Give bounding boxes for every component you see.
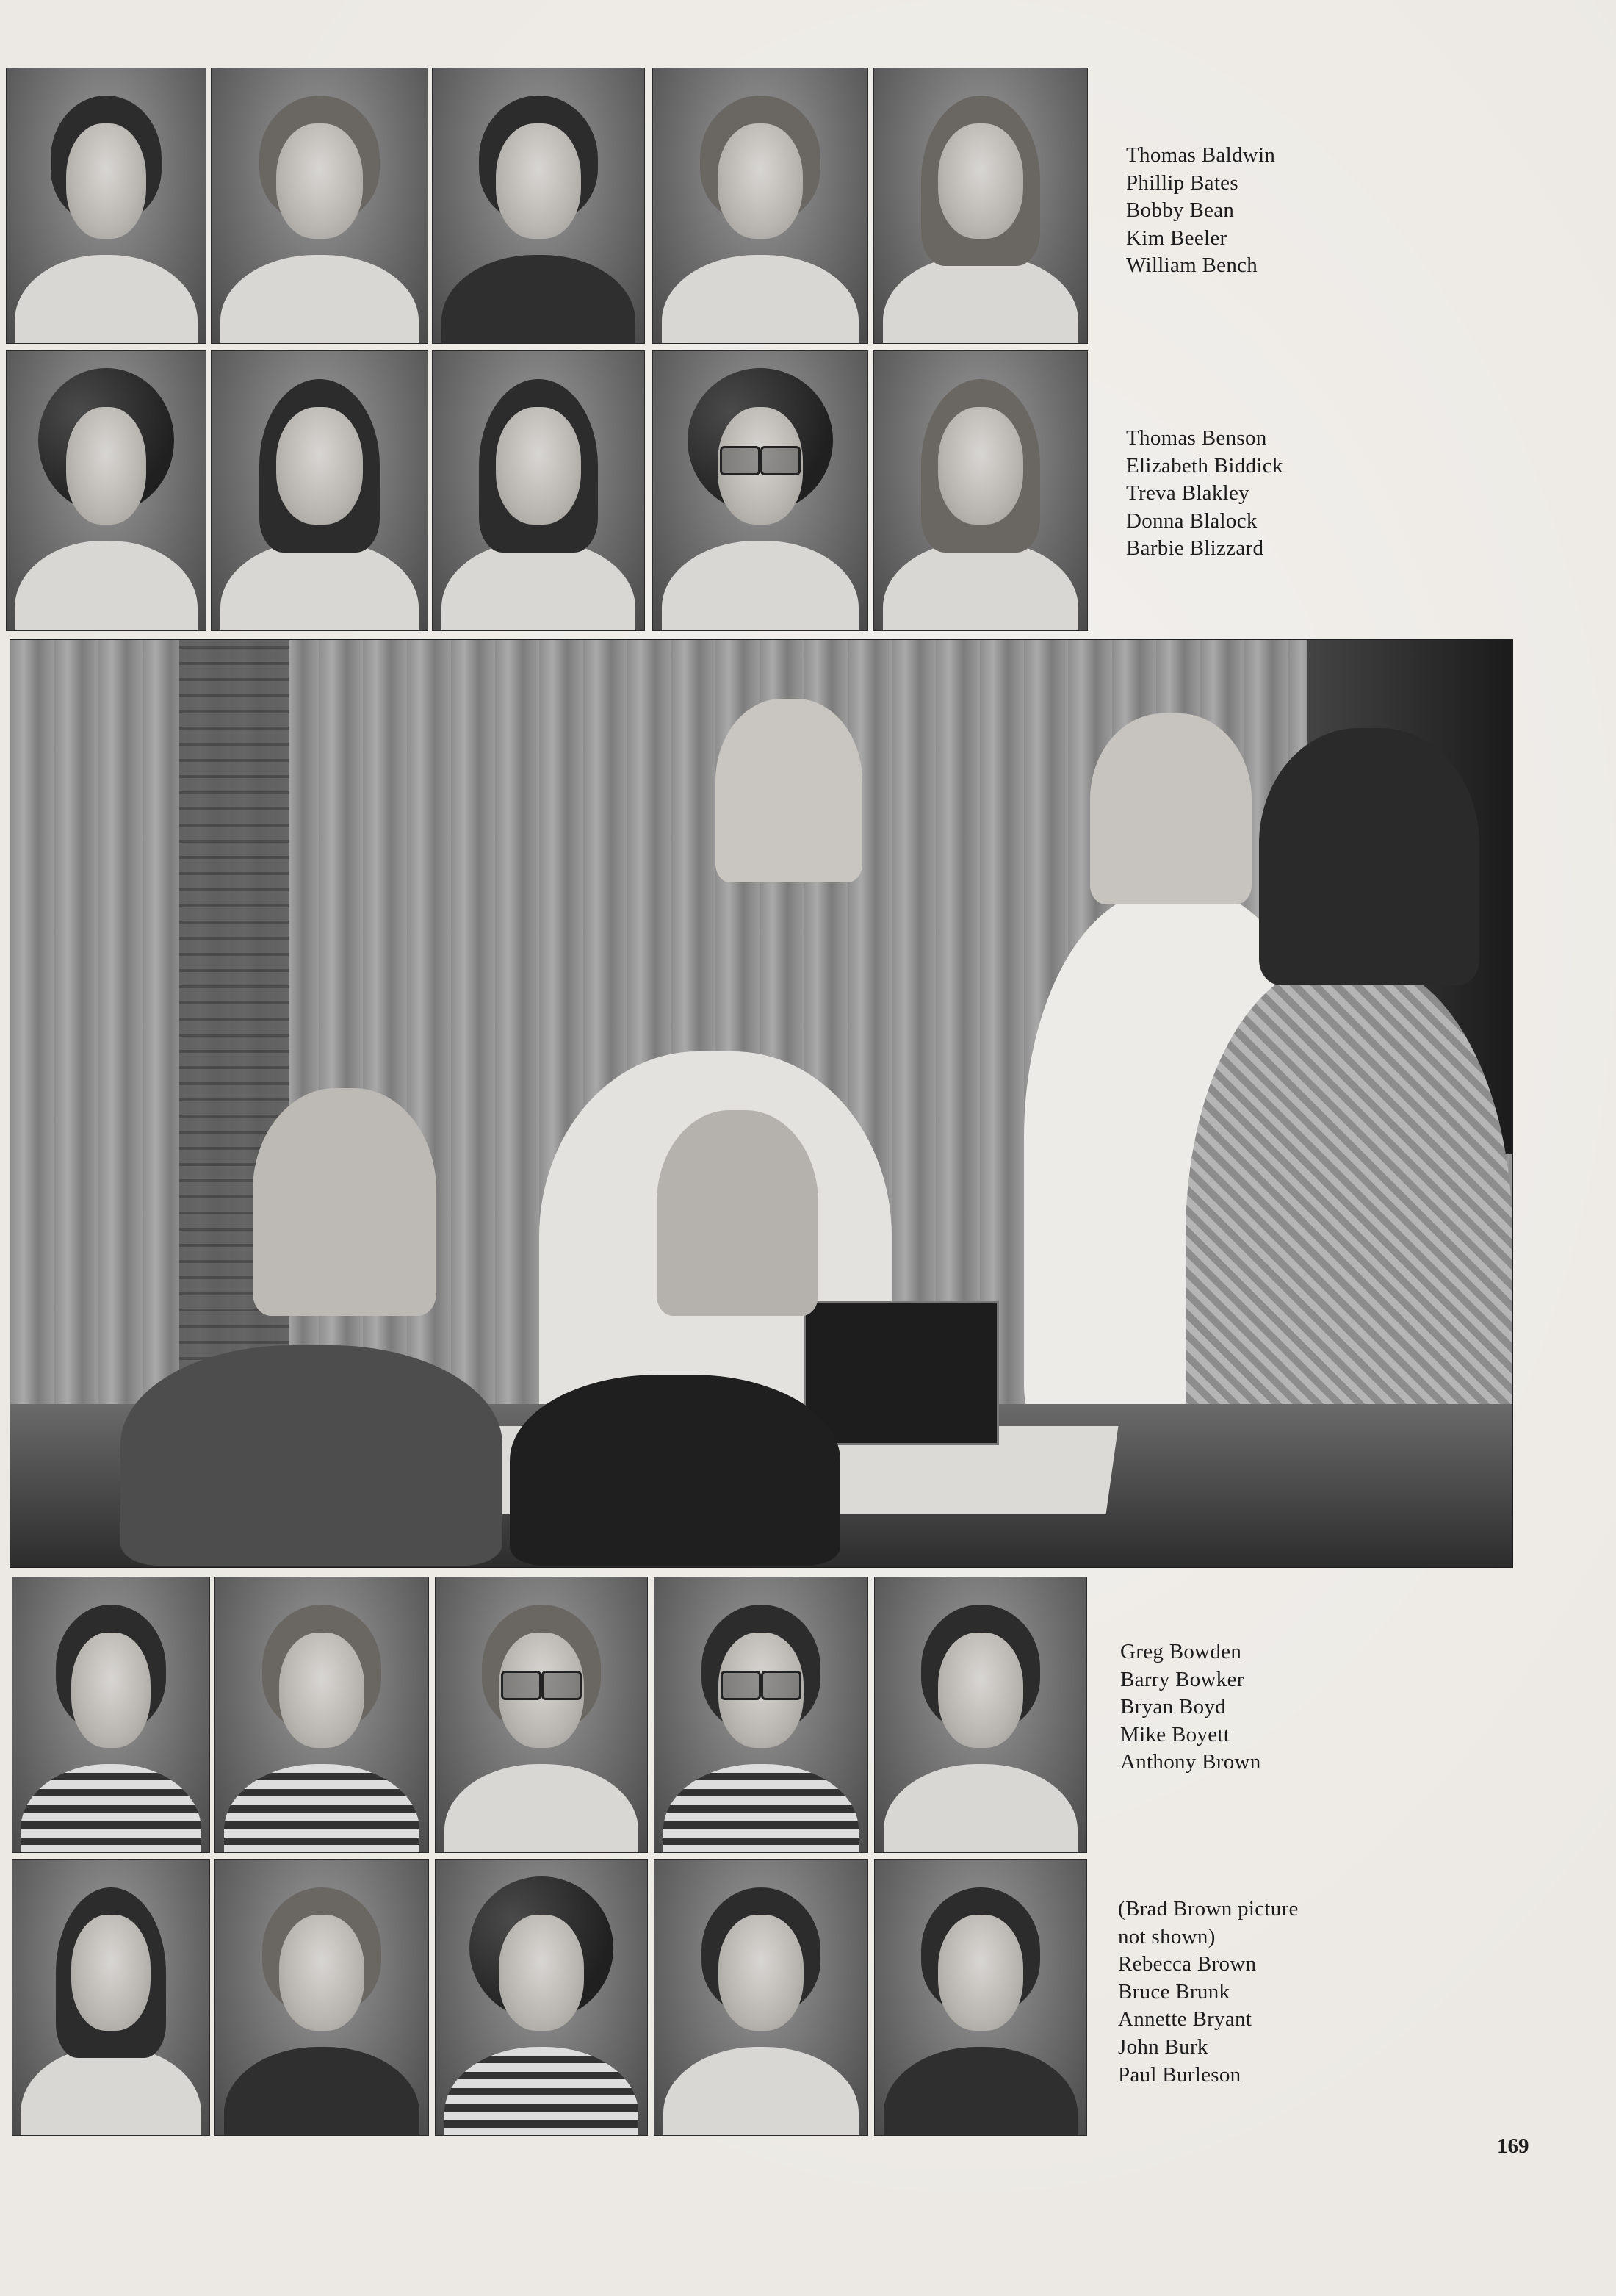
name-line: Mike Boyett — [1120, 1722, 1230, 1746]
portrait-barry-bowker — [214, 1577, 429, 1853]
name-line: Rebecca Brown — [1118, 1952, 1257, 1976]
name-line: Thomas Benson — [1126, 426, 1267, 450]
row3-name-list — [1120, 1638, 1261, 1777]
portrait-paul-burleson — [874, 1859, 1087, 2136]
name-line: Thomas Baldwin — [1126, 143, 1276, 167]
name-line: Elizabeth Biddick — [1126, 453, 1283, 478]
name-line: Bobby Bean — [1126, 198, 1235, 223]
page-number: 169 — [1497, 2134, 1529, 2158]
portrait-thomas-baldwin — [6, 68, 206, 344]
name-line: William Bench — [1126, 253, 1258, 278]
portrait-anthony-brown — [874, 1577, 1087, 1853]
row1-name-list — [1126, 142, 1275, 280]
portrait-rebecca-brown — [12, 1859, 210, 2136]
portrait-mike-boyett — [654, 1577, 868, 1853]
portrait-bryan-boyd — [435, 1577, 648, 1853]
candid-photo-picture-day — [10, 639, 1513, 1568]
portrait-treva-blakley — [432, 350, 645, 631]
name-line: Kim Beeler — [1126, 226, 1227, 250]
name-line: Greg Bowden — [1120, 1640, 1242, 1663]
portrait-elizabeth-biddick — [211, 350, 428, 631]
name-line: not shown) — [1118, 1924, 1216, 1948]
name-line: John Burk — [1118, 2034, 1208, 2059]
name-line: Barry Bowker — [1120, 1667, 1244, 1691]
name-line: Phillip Bates — [1126, 170, 1238, 195]
name-line: Barbie Blizzard — [1126, 536, 1264, 561]
name-line: Bryan Boyd — [1120, 1695, 1226, 1719]
portrait-thomas-benson — [6, 350, 206, 631]
name-line: Annette Bryant — [1118, 2007, 1252, 2032]
name-line: Anthony Brown — [1120, 1750, 1261, 1774]
portrait-greg-bowden — [12, 1577, 210, 1853]
portrait-william-bench — [873, 68, 1088, 344]
name-line: Treva Blakley — [1126, 481, 1249, 505]
name-line: Bruce Brunk — [1118, 1979, 1230, 2004]
portrait-bobby-bean — [432, 68, 645, 344]
portrait-donna-blalock — [652, 350, 868, 631]
row2-name-list — [1126, 425, 1283, 563]
portrait-barbie-blizzard — [873, 350, 1088, 631]
portrait-bruce-brunk — [214, 1859, 429, 2136]
portrait-phillip-bates — [211, 68, 428, 344]
name-line: Paul Burleson — [1118, 2062, 1241, 2087]
portrait-annette-bryant — [435, 1859, 648, 2136]
name-line: Donna Blalock — [1126, 508, 1258, 533]
name-line: (Brad Brown picture — [1118, 1897, 1299, 1921]
portrait-john-burk — [654, 1859, 868, 2136]
row4-name-list — [1118, 1896, 1299, 2089]
portrait-kim-beeler — [652, 68, 868, 344]
